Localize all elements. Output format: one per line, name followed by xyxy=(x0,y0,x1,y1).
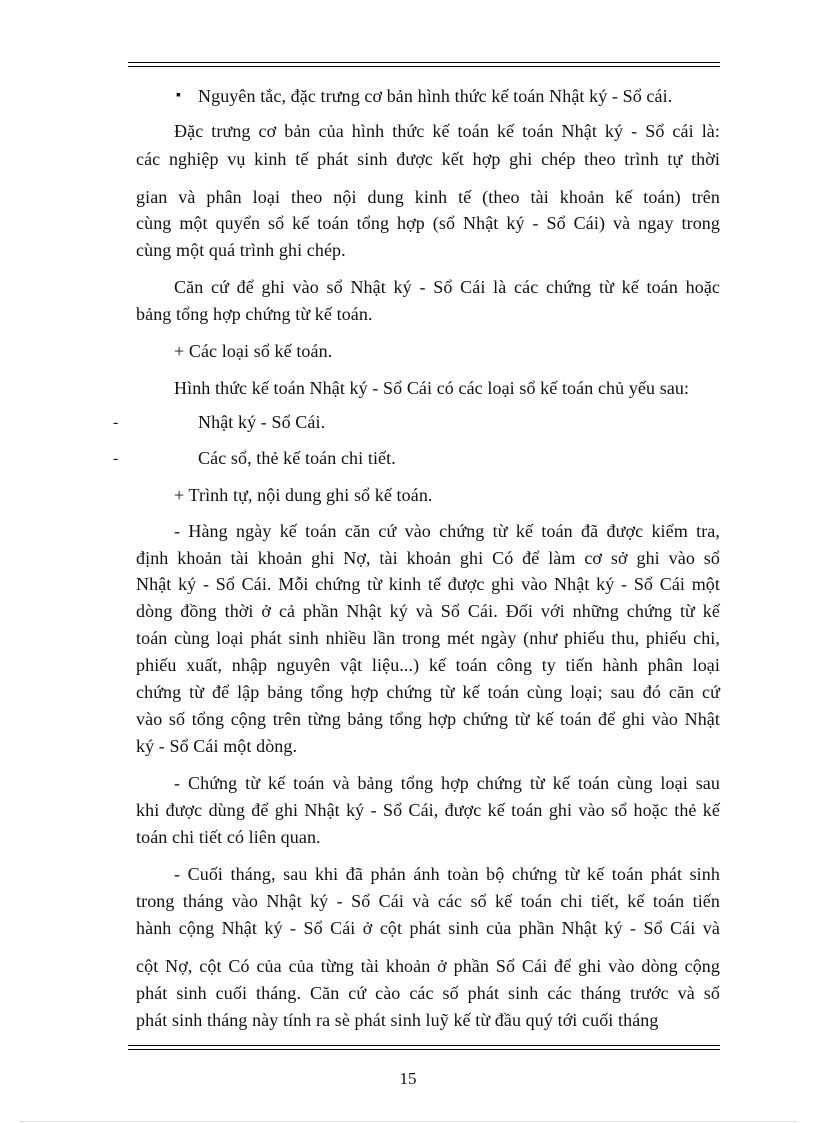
subheading: + Trình tự, nội dung ghi sổ kế toán. xyxy=(174,485,433,505)
paragraph-line: Hình thức kế toán Nhật ký - Sổ Cái có các loại sổ kế toán chủ yếu sau: xyxy=(174,378,690,398)
header-rule-bottom xyxy=(128,66,720,67)
bullet-heading: Nguyên tắc, đặc trưng cơ bản hình thức kế toán Nhật ký - Sổ cái. xyxy=(198,86,673,106)
dash-marker: - xyxy=(113,450,119,467)
paragraph-line: bảng tổng hợp chứng từ kế toán. xyxy=(136,304,373,324)
list-item: Các sổ, thẻ kế toán chi tiết. xyxy=(198,448,396,468)
paragraph-line: ký - Sổ Cái một dòng. xyxy=(136,736,298,756)
paragraph-line: chứng từ để lập bảng tổng hợp chứng từ kế toán cùng loại; sau đó căn cứ xyxy=(136,682,720,702)
paragraph-line: trong tháng vào Nhật ký - Sổ Cái và các sổ kế toán chi tiết, kế toán tiến xyxy=(136,891,720,911)
dash-marker: - xyxy=(113,414,119,431)
paragraph-line: phát sinh cuối tháng. Căn cứ cào các số phát sinh các tháng trước và số xyxy=(136,983,720,1003)
footer-rule-bottom xyxy=(128,1049,720,1050)
paragraph-line: gian và phân loại theo nội dung kinh tế (theo tài khoản kế toán) trên xyxy=(136,187,720,207)
paragraph-line: phát sinh tháng này tính ra sè phát sinh luỹ kế từ đầu quý tới cuối tháng xyxy=(136,1010,659,1030)
paragraph-line: Nhật ký - Sổ Cái. Mỗi chứng từ kinh tế được ghi vào Nhật ký - Sổ Cái một xyxy=(136,574,720,594)
paragraph-line: Đặc trưng cơ bản của hình thức kế toán kế toán Nhật ký - Sổ cái là: xyxy=(174,121,720,141)
paragraph-line: khi được dùng để ghi Nhật ký - Sổ Cái, được kế toán ghi vào sổ hoặc thẻ kế xyxy=(136,800,720,820)
paragraph-line: - Chứng từ kế toán và bảng tổng hợp chứng từ kế toán cùng loại sau xyxy=(174,773,720,793)
paragraph-line: vào số tổng cộng trên từng bảng tổng hợp chứng từ kế toán để ghi vào Nhật xyxy=(136,709,720,729)
paragraph-line: phiếu xuất, nhập nguyên vật liệu...) kế toán công ty tiến hành phân loại xyxy=(136,655,720,675)
paragraph-line: hành cộng Nhật ký - Sổ Cái ở cột phát sinh của phần Nhật ký - Sổ Cái và xyxy=(136,918,720,938)
list-item: Nhật ký - Sổ Cái. xyxy=(198,412,326,432)
page-number: 15 xyxy=(399,1069,417,1088)
paragraph-line: cùng một quyển sổ kế toán tổng hợp (sổ Nhật ký - Sổ Cái) và ngay trong xyxy=(136,213,720,233)
paragraph-line: Căn cứ để ghi vào sổ Nhật ký - Sổ Cái là các chứng từ kế toán hoặc xyxy=(174,277,720,297)
footer-rule-top xyxy=(128,1045,720,1046)
paragraph-line: toán chi tiết có liên quan. xyxy=(136,827,321,847)
header-rule-top xyxy=(128,62,720,63)
subheading: + Các loại sổ kế toán. xyxy=(174,341,333,361)
page-edge-dots xyxy=(20,1121,796,1122)
paragraph-line: cùng một quá trình ghi chép. xyxy=(136,240,346,260)
paragraph-line: các nghiệp vụ kinh tế phát sinh được kết hợp ghi chép theo trình tự thời xyxy=(136,149,720,169)
paragraph-line: toán cùng loại phát sinh nhiều lần trong mét ngày (như phiếu thu, phiếu chi, xyxy=(136,628,720,648)
paragraph-line: dòng đồng thời ở cả phần Nhật ký và Sổ Cái. Đối với những chứng từ kế xyxy=(136,601,720,621)
paragraph-line: cột Nợ, cột Có của của từng tài khoản ở phần Sổ Cái để ghi vào dòng cộng xyxy=(136,956,720,976)
paragraph-line: - Cuối tháng, sau khi đã phản ánh toàn bộ chứng từ kế toán phát sinh xyxy=(174,864,720,884)
paragraph-line: định khoản tài khoản ghi Nợ, tài khoản ghi Có để làm cơ sở ghi vào sổ xyxy=(136,548,720,568)
bullet-icon: ▪ xyxy=(176,88,181,103)
paragraph-line: - Hàng ngày kế toán căn cứ vào chứng từ kế toán đã được kiểm tra, xyxy=(174,521,720,541)
